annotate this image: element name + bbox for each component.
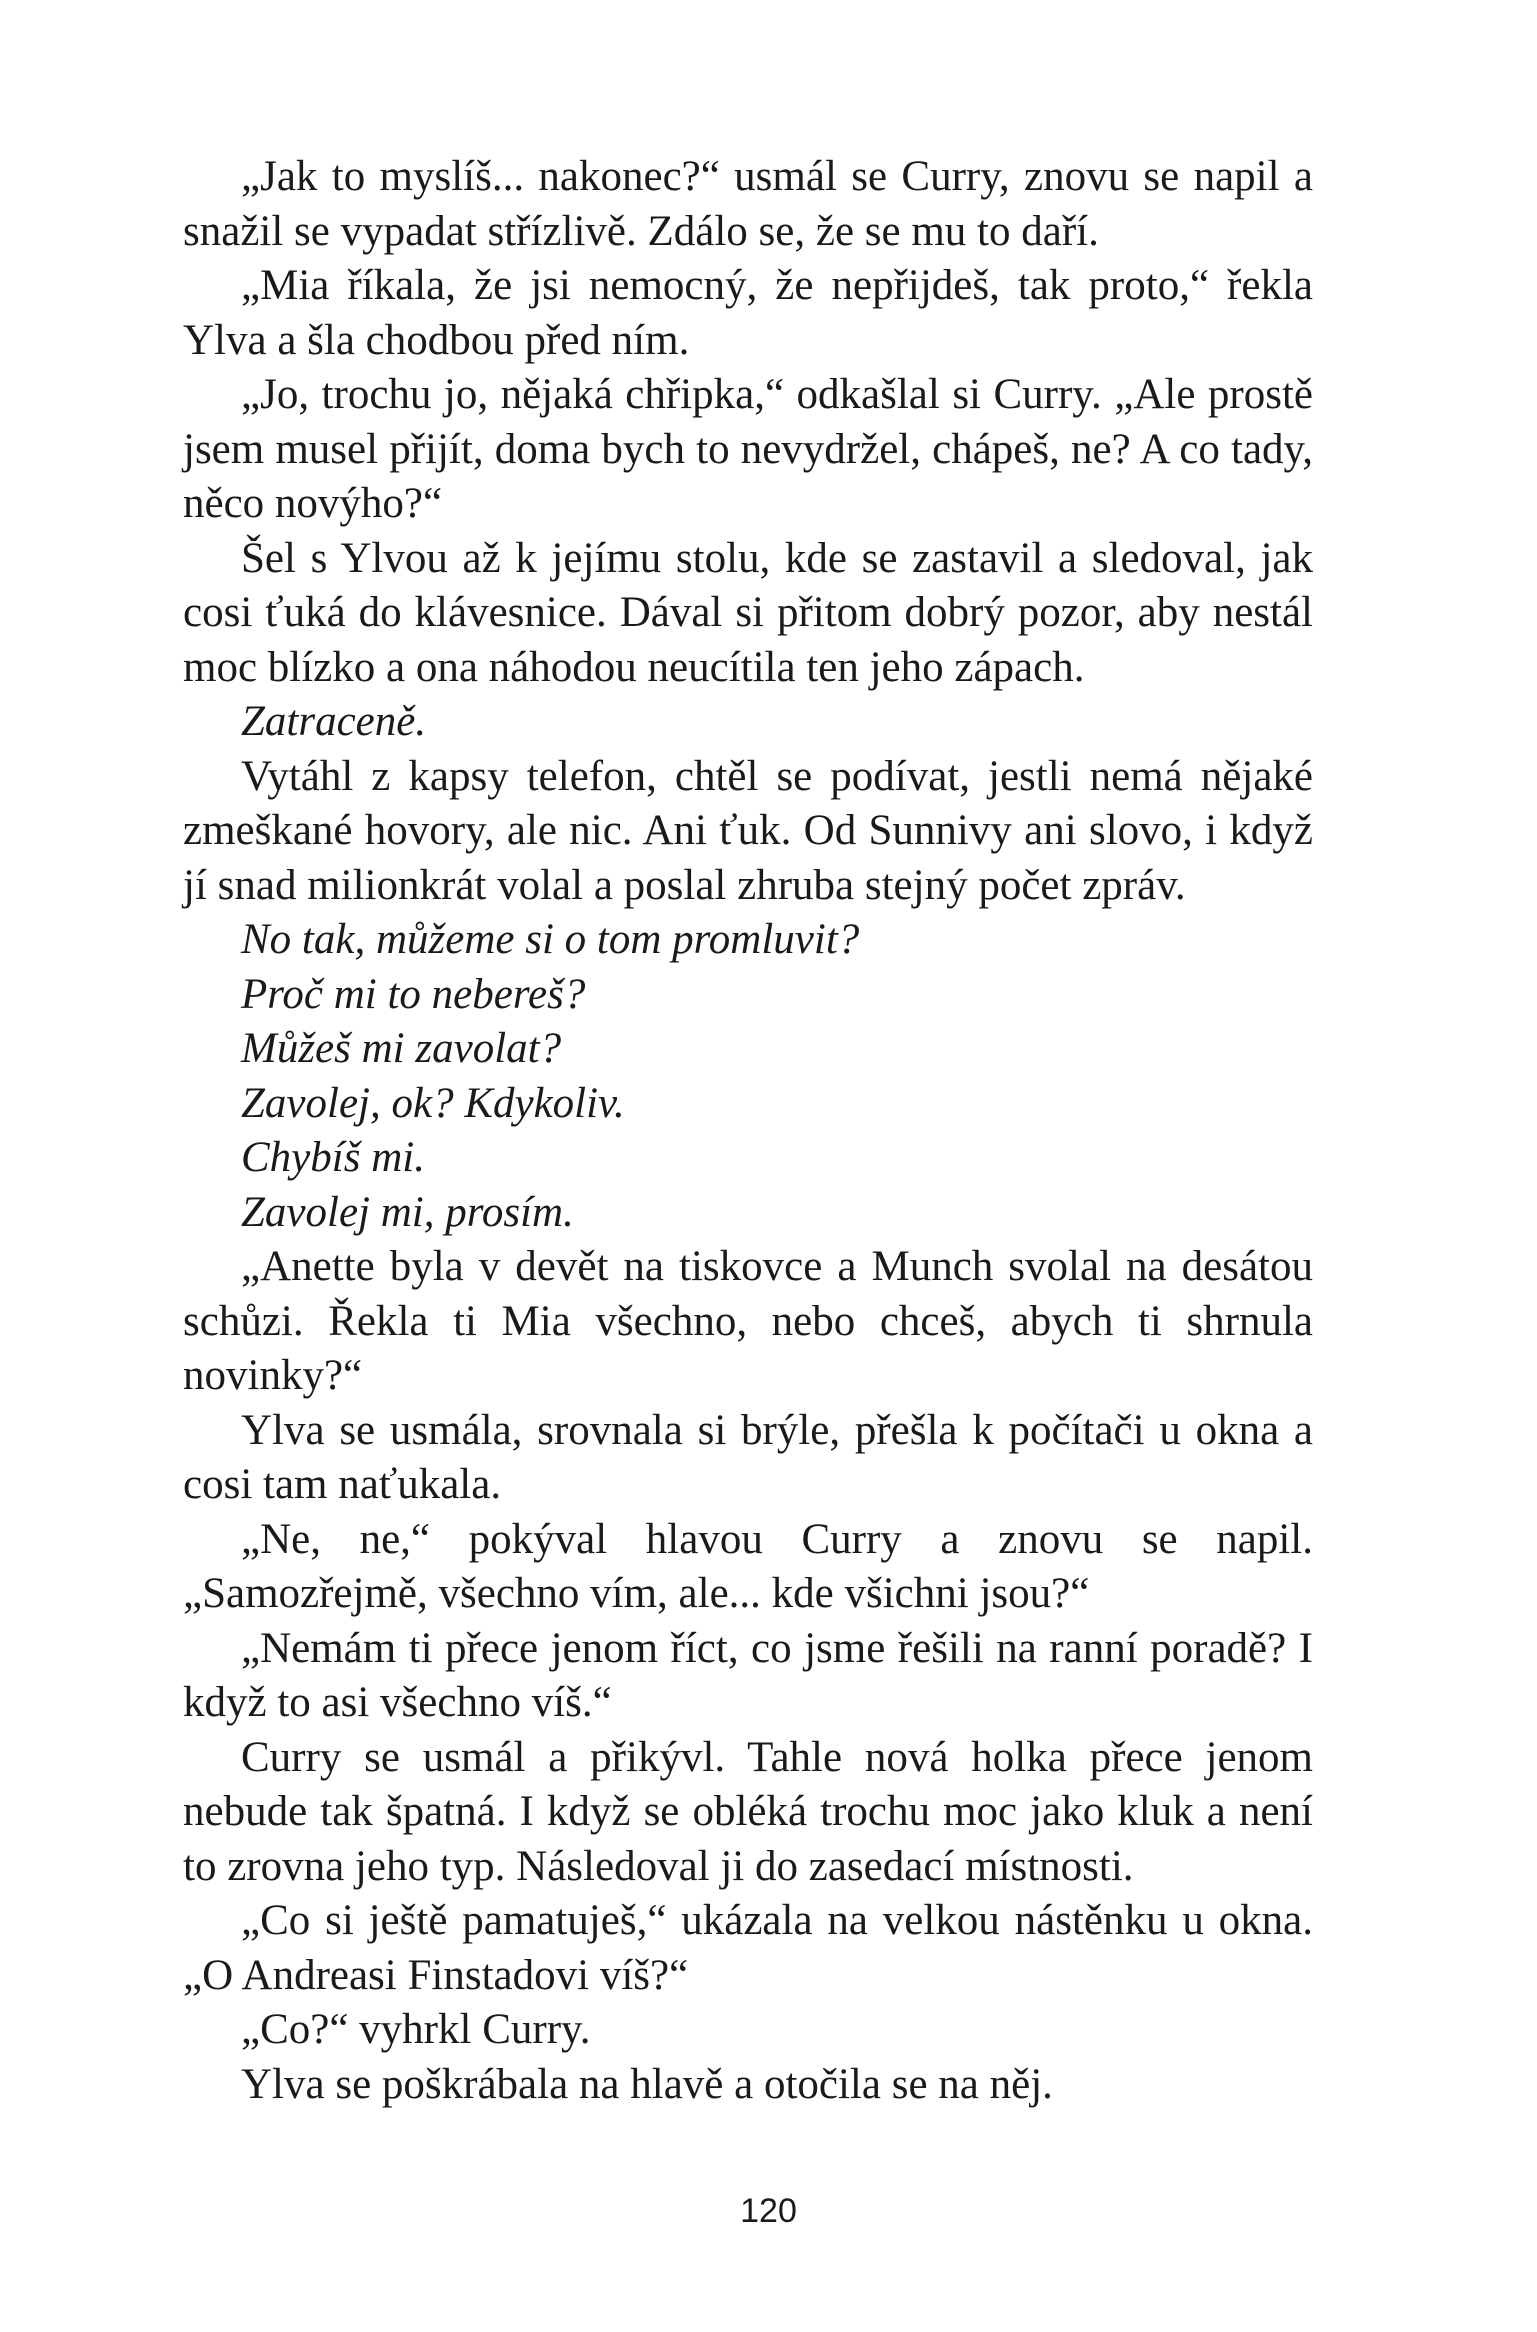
paragraph: Vytáhl z kapsy telefon, chtěl se podívat, jestli nemá nějaké zmeškané hovory, ale nic. Ani ťuk. Od Sunnivy ani slovo, i když jí snad milionkrát volal a poslal zhruba stejný počet zpráv.: [183, 752, 1313, 909]
paragraph: Curry se usmál a přikývl. Tahle nová holka přece jenom nebude tak špatná. I když se obléká trochu moc jako kluk a není to zrovna jeho typ. Následoval ji do zasedací místnosti.: [183, 1733, 1313, 1890]
paragraph: „Co si ještě pamatuješ,“ ukázala na velkou nástěnku u okna. „O Andreasi Finstadovi víš?“: [183, 1897, 1313, 1999]
text-message: Můžeš mi zavolat?: [241, 1025, 562, 1072]
text-message: Proč mi to nebereš?: [241, 970, 586, 1018]
paragraph: „Ne, ne,“ pokýval hlavou Curry a znovu se napil. „Samozřejmě, všechno vím, ale... kde všichni jsou?“: [183, 1515, 1313, 1617]
text-message: Zavolej, ok? Kdykoliv.: [241, 1079, 625, 1127]
text-message: Zavolej mi, prosím.: [241, 1188, 574, 1236]
paragraph: „Anette byla v devět na tiskovce a Munch svolal na desátou schůzi. Řekla ti Mia všechno, nebo chceš, abych ti shrnula novinky?“: [183, 1243, 1313, 1399]
text-message: No tak, můžeme si o tom promluvit?: [241, 916, 860, 963]
paragraph: „Co?“ vyhrkl Curry.: [241, 2006, 591, 2053]
paragraph: Ylva se usmála, srovnala si brýle, přešla k počítači u okna a cosi tam naťukala.: [183, 1406, 1313, 1508]
paragraph-italic: Zatraceně.: [241, 698, 427, 745]
paragraph: „Nemám ti přece jenom říct, co jsme řešili na ranní poradě? I když to asi všechno víš.“: [183, 1624, 1313, 1726]
body-text: [183, 150, 1313, 2112]
text-message: Chybíš mi.: [241, 1134, 425, 1181]
page-number: 120: [740, 2192, 797, 2230]
paragraph: Ylva se poškrábala na hlavě a otočila se na něj.: [241, 2060, 1053, 2108]
paragraph: Šel s Ylvou až k jejímu stolu, kde se zastavil a sledoval, jak cosi ťuká do klávesnice. Dával si přitom dobrý pozor, aby nestál moc blízko a ona náhodou neucítila ten jeho zápach.: [183, 534, 1313, 691]
paragraph: „Jak to myslíš... nakonec?“ usmál se Curry, znovu se napil a snažil se vypadat střízlivě. Zdálo se, že se mu to daří.: [183, 153, 1313, 255]
paragraph: „Jo, trochu jo, nějaká chřipka,“ odkašlal si Curry. „Ale prostě jsem musel přijít, doma bych to nevydržel, chápeš, ne? A co tady, něco novýho?“: [183, 371, 1313, 527]
paragraph: „Mia říkala, že jsi nemocný, že nepřijdeš, tak proto,“ řekla Ylva a šla chodbou před ním.: [183, 262, 1313, 364]
